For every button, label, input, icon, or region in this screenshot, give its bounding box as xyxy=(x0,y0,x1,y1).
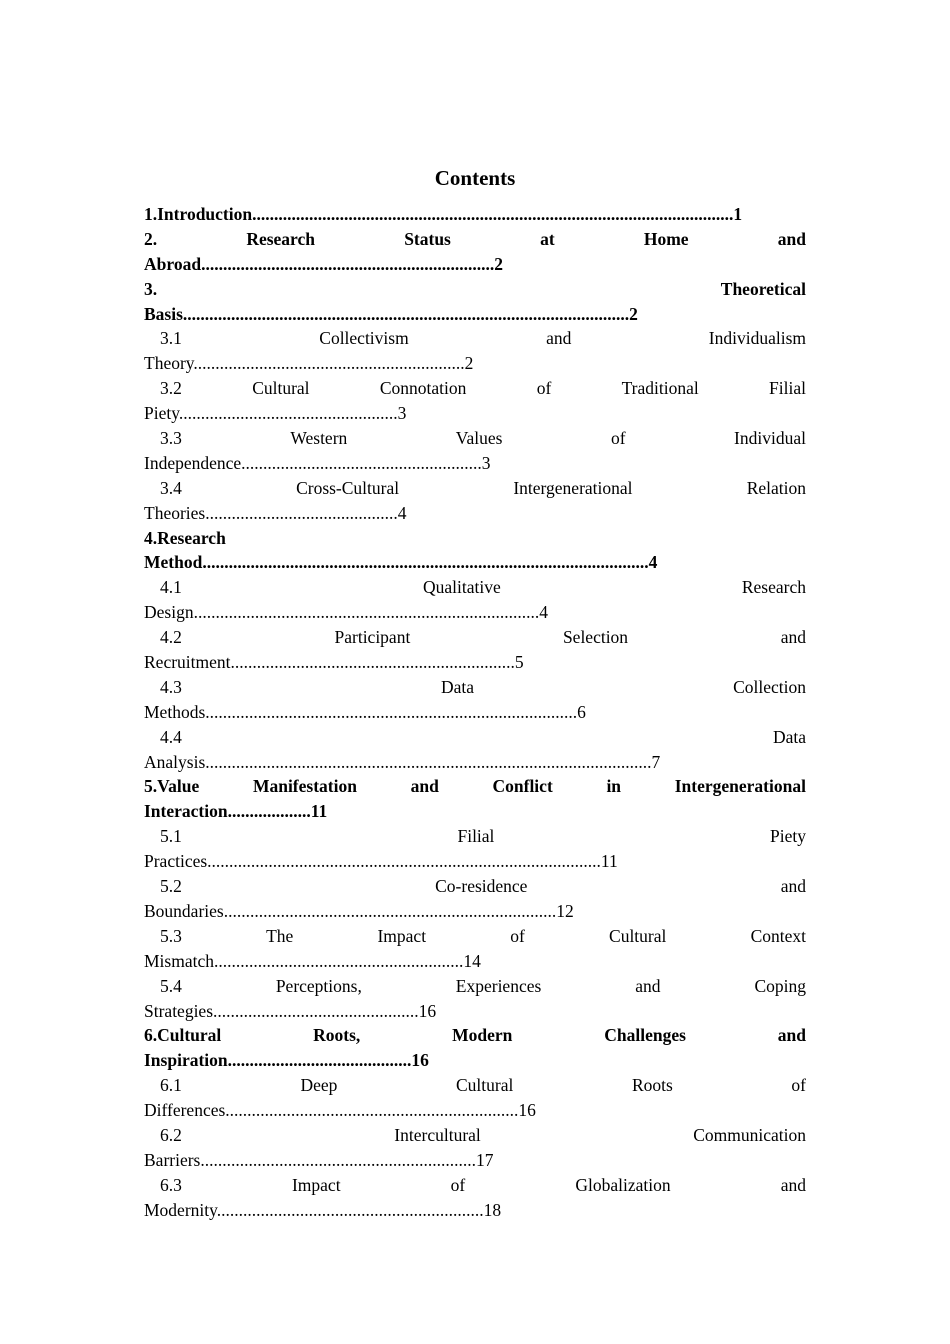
toc-entry-tail: Methods xyxy=(144,701,206,722)
toc-entry-continuation[interactable] xyxy=(144,252,806,277)
table-of-contents xyxy=(144,202,806,1223)
toc-page-number: 5 xyxy=(514,652,524,673)
toc-entry-tail: Theories xyxy=(144,502,206,523)
toc-page-number: 16 xyxy=(418,1000,437,1021)
toc-entry-word: 3.2 xyxy=(160,378,182,399)
toc-entry-word: Coping xyxy=(754,975,806,996)
dot-leader: ................................................................... xyxy=(225,1100,519,1121)
toc-entry-continuation[interactable] xyxy=(144,650,806,675)
toc-entry-word: 4.2 xyxy=(160,627,182,648)
dot-leader: ...................................................................................................... xyxy=(182,303,630,324)
toc-entry[interactable] xyxy=(144,725,806,750)
toc-page-number: 16 xyxy=(518,1100,536,1121)
toc-entry-tail: Method xyxy=(144,552,203,573)
dot-leader: ................................................................... xyxy=(201,253,495,274)
toc-entry-word: and xyxy=(635,975,661,996)
dot-leader: ............................................................................ xyxy=(223,900,557,921)
toc-entry-word: Selection xyxy=(562,627,629,648)
toc-entry-word: Relation xyxy=(746,477,806,498)
toc-entry-word: of xyxy=(791,1075,806,1096)
toc-entry-word: 3.1 xyxy=(160,328,182,349)
toc-entry-word: of xyxy=(536,378,552,399)
dot-leader: ..................................................................................... xyxy=(205,701,578,722)
toc-entry-tail: Differences xyxy=(144,1100,226,1121)
toc-page-number: 4 xyxy=(648,552,658,573)
toc-page-number: 11 xyxy=(310,801,328,822)
toc-entry-continuation[interactable] xyxy=(144,999,806,1024)
toc-page-number: 11 xyxy=(600,851,618,872)
toc-entry-word: Collection xyxy=(733,676,806,697)
toc-entry-continuation[interactable] xyxy=(144,600,806,625)
toc-page-number: 14 xyxy=(463,950,481,971)
toc-entry-word: Cultural xyxy=(252,378,310,399)
dot-leader: ................... xyxy=(227,801,311,822)
toc-entry-word: Roots, xyxy=(313,1025,361,1046)
toc-entry-word: Cross-Cultural xyxy=(296,477,400,498)
toc-entry-word: Research xyxy=(741,577,806,598)
toc-entry-word: 6.2 xyxy=(160,1124,182,1145)
toc-entry-word: Participant xyxy=(334,627,411,648)
toc-page-number: 1 xyxy=(733,204,743,224)
toc-entry-word: 3.4 xyxy=(160,477,182,498)
toc-page-number: 7 xyxy=(651,751,661,772)
toc-entry-continuation[interactable] xyxy=(144,849,806,874)
toc-entry-word: 4.4 xyxy=(160,726,182,747)
toc-entry-tail: Design xyxy=(144,602,194,623)
toc-entry-word: 6.3 xyxy=(160,1174,182,1195)
toc-entry-word: 5.2 xyxy=(160,876,182,897)
toc-entry-word: 3. xyxy=(144,278,158,299)
toc-entry-continuation[interactable] xyxy=(144,1148,806,1173)
toc-entry-word: Impact xyxy=(377,925,427,946)
contents-heading: Contents xyxy=(434,166,516,190)
toc-entry-word: Values xyxy=(455,428,503,449)
toc-entry-word: and xyxy=(546,328,572,349)
dot-leader: ............................................................... xyxy=(200,1149,476,1170)
toc-entry-word: Conflict xyxy=(492,776,553,797)
toc-entry-continuation[interactable] xyxy=(144,351,806,376)
dot-leader: .......................................................................................... xyxy=(207,851,601,872)
toc-entry-word: 4.Research xyxy=(144,527,226,548)
toc-entry-word: Filial xyxy=(769,378,806,399)
toc-entry-word: at xyxy=(540,228,555,249)
toc-entry-word: Intergenerational xyxy=(513,477,633,498)
toc-entry-word: Intergenerational xyxy=(674,776,806,797)
toc-entry-word: Traditional xyxy=(621,378,699,399)
toc-entry-tail: Boundaries xyxy=(144,900,224,921)
toc-page-number: 2 xyxy=(494,253,503,274)
toc-entry-word: Research xyxy=(246,228,315,249)
toc-entry[interactable] xyxy=(144,426,806,451)
toc-entry-label: 1.Introduction xyxy=(144,204,253,224)
toc-entry[interactable] xyxy=(144,1123,806,1148)
toc-entry-tail: Barriers xyxy=(144,1149,201,1170)
toc-entry-word: Collectivism xyxy=(319,328,409,349)
toc-entry-word: Piety xyxy=(770,826,806,847)
toc-page-number: 6 xyxy=(577,701,586,722)
toc-entry-word: Status xyxy=(404,228,451,249)
dot-leader: ............................................................. xyxy=(216,1199,484,1220)
toc-entry-continuation[interactable] xyxy=(144,401,806,426)
toc-entry-word: 6.Cultural xyxy=(144,1025,222,1046)
toc-entry-word: Qualitative xyxy=(422,577,501,598)
toc-entry-continuation[interactable] xyxy=(144,1198,806,1223)
toc-entry-word: The xyxy=(266,925,294,946)
toc-entry[interactable] xyxy=(144,1173,806,1198)
toc-entry-word: 5.Value xyxy=(144,776,200,797)
toc-entry[interactable] xyxy=(144,924,806,949)
toc-entry-word: Theoretical xyxy=(720,278,806,299)
toc-entry[interactable] xyxy=(144,575,806,600)
toc-entry-word: Perceptions, xyxy=(275,975,362,996)
toc-entry[interactable] xyxy=(144,774,806,799)
toc-entry-word: Cultural xyxy=(456,1075,514,1096)
toc-entry-word: Impact xyxy=(291,1174,341,1195)
dot-leader: .............................................................. xyxy=(193,353,465,374)
toc-entry[interactable] xyxy=(144,1023,806,1048)
toc-entry-word: and xyxy=(410,776,439,797)
toc-entry-continuation[interactable] xyxy=(144,949,806,974)
dot-leader: ......................................................... xyxy=(214,950,464,971)
dot-leader: ....................................................... xyxy=(241,452,482,473)
toc-entry-word: and xyxy=(777,1025,806,1046)
toc-page-number: 3 xyxy=(397,403,407,424)
toc-entry-continuation[interactable] xyxy=(144,501,806,526)
toc-entry-tail: Strategies xyxy=(144,1000,214,1021)
toc-entry[interactable] xyxy=(144,974,806,999)
toc-entry[interactable] xyxy=(144,227,806,252)
toc-entry-tail: Mismatch xyxy=(144,950,214,971)
toc-entry-word: Challenges xyxy=(604,1025,686,1046)
toc-entry-word: 5.4 xyxy=(160,975,182,996)
toc-entry-continuation[interactable] xyxy=(144,451,806,476)
dot-leader: .................................................. xyxy=(178,403,398,424)
toc-entry-word: Filial xyxy=(457,826,495,847)
dot-leader: ............................................................................... xyxy=(193,602,540,623)
toc-entry[interactable] xyxy=(144,476,806,501)
toc-entry-word: 4.1 xyxy=(160,577,182,598)
toc-entry-word: Connotation xyxy=(379,378,467,399)
toc-entry-continuation[interactable] xyxy=(144,899,806,924)
toc-page-number: 4 xyxy=(397,502,407,523)
toc-entry-word: Western xyxy=(290,428,348,449)
toc-entry-word: Individual xyxy=(734,428,806,449)
toc-entry-word: and xyxy=(780,627,806,648)
toc-entry-word: Data xyxy=(772,726,806,747)
toc-entry-word: 6.1 xyxy=(160,1075,182,1096)
dot-leader: ............................................ xyxy=(205,502,398,523)
toc-entry-tail: Practices xyxy=(144,851,208,872)
toc-entry[interactable] xyxy=(144,526,806,551)
toc-entry-tail: Modernity xyxy=(144,1199,217,1220)
toc-page-number: 2 xyxy=(629,303,638,324)
toc-entry-word: Deep xyxy=(300,1075,338,1096)
toc-page-number: 3 xyxy=(481,452,491,473)
toc-entry[interactable] xyxy=(144,1073,806,1098)
toc-entry-tail: Theory xyxy=(144,353,194,374)
toc-entry-word: of xyxy=(610,428,626,449)
dot-leader: ............................................... xyxy=(213,1000,419,1021)
toc-entry-continuation[interactable] xyxy=(144,799,806,824)
toc-entry-word: and xyxy=(780,1174,806,1195)
toc-entry[interactable] xyxy=(144,277,806,302)
toc-entry[interactable] xyxy=(144,824,806,849)
toc-entry-word: Roots xyxy=(631,1075,673,1096)
toc-entry-word: 5.3 xyxy=(160,925,182,946)
dot-leader: ...................................................................................................... xyxy=(205,751,652,772)
toc-entry-tail: Basis xyxy=(144,303,183,324)
toc-entry-word: Cultural xyxy=(609,925,667,946)
dot-leader: ................................................................. xyxy=(230,652,515,673)
toc-entry-word: Individualism xyxy=(708,328,806,349)
toc-entry-continuation[interactable] xyxy=(144,750,806,775)
toc-page-number: 16 xyxy=(411,1050,429,1071)
toc-entry-word: Context xyxy=(750,925,806,946)
toc-entry-continuation[interactable] xyxy=(144,550,806,575)
toc-entry-tail: Inspiration xyxy=(144,1050,228,1071)
toc-page-number: 12 xyxy=(556,900,574,921)
toc-entry[interactable] xyxy=(144,874,806,899)
toc-entry-word: 3.3 xyxy=(160,428,182,449)
toc-entry-word: in xyxy=(606,776,622,797)
toc-entry-tail: Recruitment xyxy=(144,652,231,673)
toc-entry-continuation[interactable] xyxy=(144,700,806,725)
toc-entry-word: of xyxy=(510,925,525,946)
toc-entry[interactable] xyxy=(144,675,806,700)
toc-entry-word: Home xyxy=(643,228,689,249)
toc-page-number: 18 xyxy=(483,1199,502,1220)
toc-entry-word: Globalization xyxy=(575,1174,671,1195)
toc-entry-word: 4.3 xyxy=(160,676,182,697)
toc-page-number: 17 xyxy=(476,1149,494,1170)
toc-entry-word: Intercultural xyxy=(394,1124,481,1145)
toc-entry-word: Data xyxy=(440,676,474,697)
toc-entry-word: Co-residence xyxy=(435,876,528,897)
dot-leader: .......................................... xyxy=(227,1050,412,1071)
toc-entry-word: Experiences xyxy=(455,975,542,996)
toc-entry-tail: Interaction xyxy=(144,801,228,822)
toc-entry-continuation[interactable] xyxy=(144,302,806,327)
toc-entry-word: and xyxy=(780,876,806,897)
toc-entry[interactable] xyxy=(144,376,806,401)
toc-entry-continuation[interactable] xyxy=(144,1048,806,1073)
toc-entry-tail: Analysis xyxy=(144,751,206,772)
toc-entry-word: Modern xyxy=(452,1025,513,1046)
toc-page-number: 4 xyxy=(539,602,548,623)
toc-entry[interactable] xyxy=(144,326,806,351)
dot-leader: .............................................................................................................. xyxy=(252,204,734,224)
toc-entry-word: 5.1 xyxy=(160,826,182,847)
toc-entry-tail: Abroad xyxy=(144,253,202,274)
toc-entry-word: and xyxy=(777,228,806,249)
toc-entry-word: Communication xyxy=(693,1124,806,1145)
dot-leader: ...................................................................................................... xyxy=(202,552,649,573)
toc-entry-tail: Piety xyxy=(144,403,179,424)
toc-entry-continuation[interactable] xyxy=(144,1098,806,1123)
toc-entry[interactable] xyxy=(144,202,806,227)
toc-entry[interactable] xyxy=(144,625,806,650)
toc-entry-word: of xyxy=(450,1174,466,1195)
toc-entry-tail: Independence xyxy=(144,452,242,473)
toc-page-number: 2 xyxy=(464,353,474,374)
toc-entry-word: Manifestation xyxy=(252,776,357,797)
toc-entry-word: 2. xyxy=(144,228,158,249)
